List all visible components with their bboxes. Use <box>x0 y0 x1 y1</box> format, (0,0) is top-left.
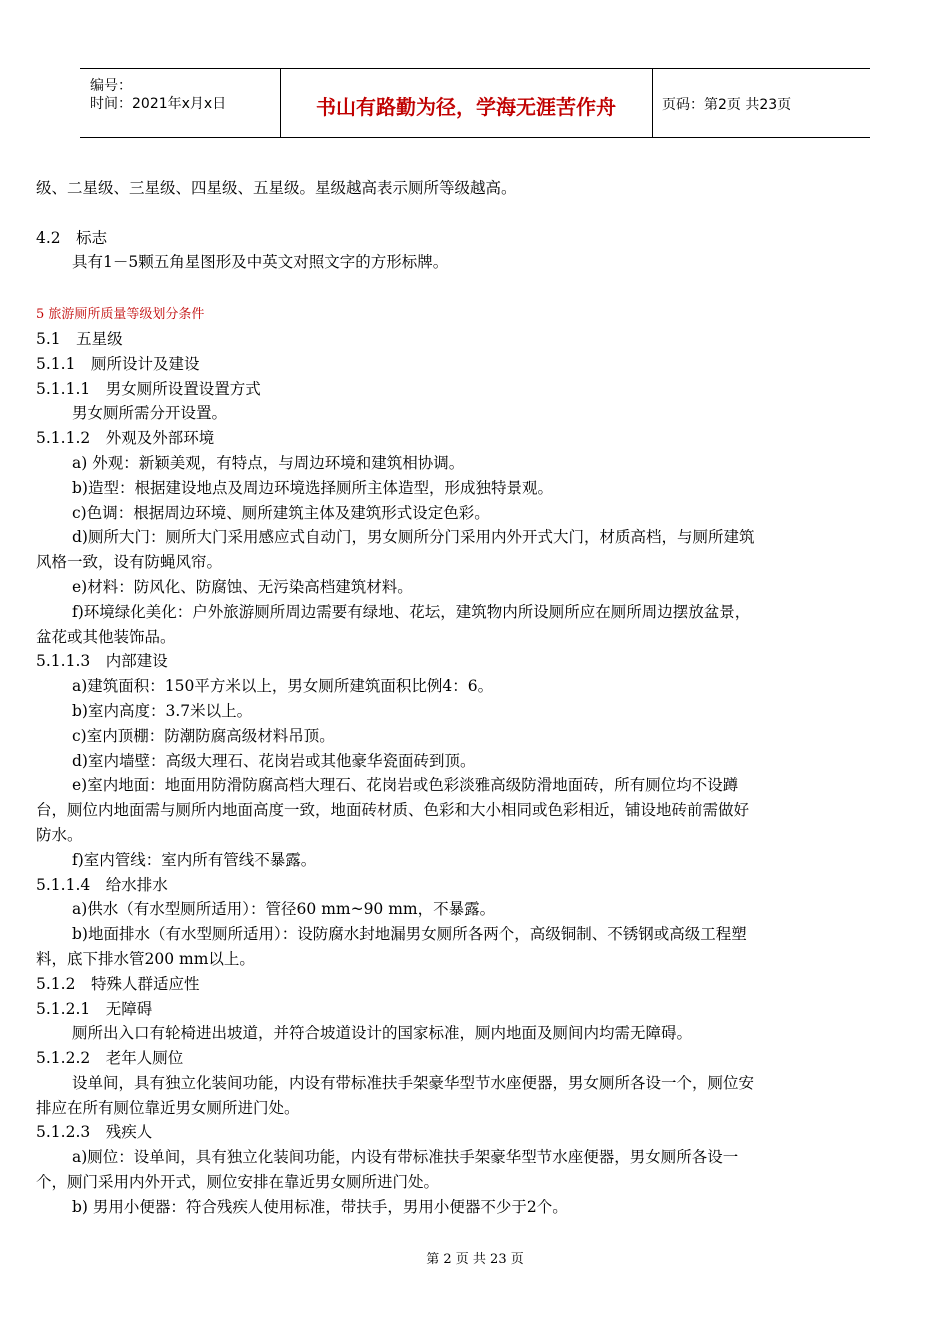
body-line: d)厕所大门：厕所大门采用感应式自动门，男女厕所分门采用内外开式大门，材质高档，与厕所建筑 <box>72 528 755 547</box>
body-line: b)地面排水（有水型厕所适用）：设防腐水封地漏男女厕所各两个，高级铜制、不锈钢或高级工程塑 <box>72 925 747 944</box>
blank-line <box>36 201 920 226</box>
header-page-number: 页码：第2页 共23页 <box>662 97 792 113</box>
body-line: d)室内墙壁：高级大理石、花岗岩或其他豪华瓷面砖到顶。 <box>72 751 476 770</box>
body-line: 排应在所有厕位靠近男女厕所进门处。 <box>36 1098 300 1117</box>
section-heading: 5.1.2.3 残疾人 <box>36 1123 153 1142</box>
section-heading: 5.1.1.2 外观及外部环境 <box>36 429 215 448</box>
body-line: b) 男用小便器：符合残疾人使用标准，带扶手，男用小便器不少于2个。 <box>72 1197 568 1216</box>
section-heading: 5.1.1.1 男女厕所设置设置方式 <box>36 379 261 398</box>
body-line: 具有1－5颗五角星图形及中英文对照文字的方形标牌。 <box>72 253 449 272</box>
section-heading: 5.1.2 特殊人群适应性 <box>36 974 200 993</box>
body-line: 厕所出入口有轮椅进出坡道，并符合坡道设计的国家标准，厕内地面及厕间内均需无障碍。 <box>72 1024 693 1043</box>
body-line: c)色调：根据周边环境、厕所建筑主体及建筑形式设定色彩。 <box>72 503 490 522</box>
section-heading: 5.1.1 厕所设计及建设 <box>36 354 200 373</box>
section-heading: 4.2 标志 <box>36 228 108 247</box>
section-heading: 5.1.2.2 老年人厕位 <box>36 1049 184 1068</box>
header-motto: 书山有路勤为径，学海无涯苦作舟 <box>316 95 616 119</box>
body-line: f)室内管线：室内所有管线不暴露。 <box>72 850 317 869</box>
body-line: 级、二星级、三星级、四星级、五星级。星级越高表示厕所等级越高。 <box>36 179 517 197</box>
body-line: 防水。 <box>36 825 83 844</box>
body-line: 男女厕所需分开设置。 <box>72 404 228 423</box>
section-heading: 5.1.2.1 无障碍 <box>36 999 153 1018</box>
document-number-label: 编号： <box>90 78 132 94</box>
document-header <box>80 68 870 138</box>
page-footer: 第 2 页 共 23 页 <box>426 1252 524 1267</box>
body-line: a)建筑面积：150平方米以上，男女厕所建筑面积比例4：6。 <box>72 677 494 696</box>
body-line: b)造型：根据建设地点及周边环境选择厕所主体造型，形成独特景观。 <box>72 478 553 497</box>
body-line: 盆花或其他装饰品。 <box>36 627 176 646</box>
header-motto-cell <box>280 69 653 137</box>
document-date: 时间：2021年x月x日 <box>90 96 227 112</box>
body-line: 风格一致，设有防蝇风帘。 <box>36 553 223 572</box>
body-line: 料，底下排水管200 mm以上。 <box>36 949 255 968</box>
document-body <box>36 176 920 1220</box>
body-line: e)材料：防风化、防腐蚀、无污染高档建筑材料。 <box>72 577 413 596</box>
section-heading: 5.1.1.3 内部建设 <box>36 652 168 671</box>
body-line: a)厕位：设单间，具有独立化装间功能，内设有带标准扶手架豪华型节水座便器，男女厕所各设一 <box>72 1148 739 1167</box>
body-line: b)室内高度：3.7米以上。 <box>72 701 253 720</box>
body-line: e)室内地面：地面用防滑防腐高档大理石、花岗岩或色彩淡雅高级防滑地面砖，所有厕位均不设蹲 <box>72 776 739 795</box>
header-info-cell <box>80 69 281 137</box>
body-line: 个，厕门采用内外开式，厕位安排在靠近男女厕所进门处。 <box>36 1173 440 1192</box>
body-line: c)室内顶棚：防潮防腐高级材料吊顶。 <box>72 726 335 745</box>
body-line: a) 外观：新颖美观，有特点，与周边环境和建筑相协调。 <box>72 453 465 472</box>
section-heading: 5.1.1.4 给水排水 <box>36 875 168 894</box>
header-page-cell <box>652 69 870 137</box>
body-line: f)环境绿化美化：户外旅游厕所周边需要有绿地、花坛，建筑物内所设厕所应在厕所周边摆放盆景， <box>72 602 751 621</box>
body-line: 台，厕位内地面需与厕所内地面高度一致，地面砖材质、色彩和大小相同或色彩相近，铺设地砖前需做好 <box>36 801 750 820</box>
body-line: 设单间，具有独立化装间功能，内设有带标准扶手架豪华型节水座便器，男女厕所各设一个，厕位安 <box>72 1073 755 1092</box>
chapter-heading: 5 旅游厕所质量等级划分条件 <box>36 306 205 322</box>
section-heading: 5.1 五星级 <box>36 329 123 348</box>
body-line: a)供水（有水型厕所适用）：管径60 mm~90 mm，不暴露。 <box>72 900 496 919</box>
blank-line <box>36 275 920 300</box>
